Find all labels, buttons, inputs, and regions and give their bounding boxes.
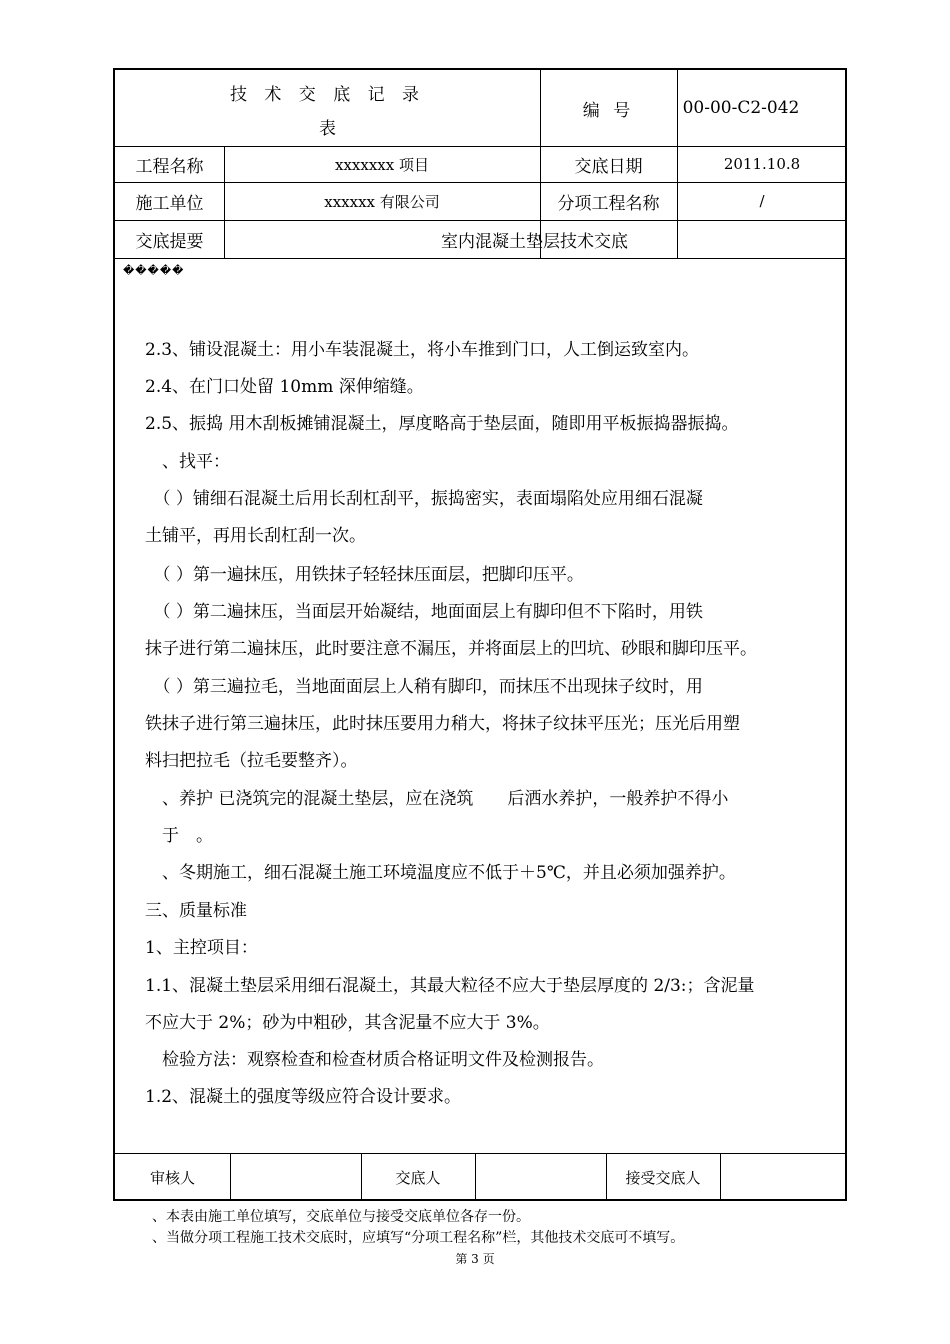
form-title-line2: 表 xyxy=(319,119,336,139)
content-line: 三、质量标准 xyxy=(145,901,247,921)
project-name-label: 工程名称 xyxy=(135,156,204,177)
footnote: 、当做分项工程施工技术交底时，应填写“分项工程名称”栏，其他技术交底可不填写。 xyxy=(152,1230,685,1246)
content-line: 不应大于 2%；砂为中粗砂，其含泥量不应大于 3%。 xyxy=(145,1013,550,1033)
disclosure-date-label: 交底日期 xyxy=(574,156,643,177)
content-line: 2.4、在门口处留 10mm 深伸缩缝。 xyxy=(145,377,424,397)
content-line: 1.1、混凝土垫层采用细石混凝土，其最大粒径不应大于垫层厚度的 2/3:；含泥量 xyxy=(145,976,755,996)
content-line: 、养护 已浇筑完的混凝土垫层，应在浇筑 后洒水养护，一般养护不得小 xyxy=(145,789,729,809)
page-number: 第 3 页 xyxy=(455,1252,495,1266)
content-line: 、冬期施工，细石混凝土施工环境温度应不低于＋5℃，并且必须加强养护。 xyxy=(145,863,736,883)
content-line: 1、主控项目： xyxy=(145,938,258,958)
content-line: 铁抹子进行第三遍抹压，此时抹压要用力稍大，将抹子纹抹平压光；压光后用塑 xyxy=(145,714,740,734)
summary-label: 交底提要 xyxy=(135,231,204,252)
form-title-line1: 技 术 交 底 记 录 xyxy=(229,85,426,105)
summary-value: 室内混凝土垫层技术交底 xyxy=(441,231,628,252)
project-name-value: xxxxxxx 项目 xyxy=(335,155,429,174)
receiver-signature-field[interactable] xyxy=(720,1153,845,1201)
reviewer-label: 审核人 xyxy=(149,1168,195,1187)
construction-unit-value: xxxxxx 有限公司 xyxy=(324,192,440,211)
divider xyxy=(115,258,845,259)
construction-unit-label: 施工单位 xyxy=(135,193,204,214)
code-value: 00-00-C2-042 xyxy=(682,98,800,118)
reviewer-signature-field[interactable] xyxy=(230,1153,361,1201)
receiver-label: 接受交底人 xyxy=(625,1168,701,1187)
disclosure-record-table xyxy=(113,68,847,1201)
content-heading-marks: ����� xyxy=(123,264,185,277)
disclosure-date-value: 2011.10.8 xyxy=(723,155,801,173)
discloser-label: 交底人 xyxy=(395,1168,441,1187)
content-line: 2.3、铺设混凝土：用小车装混凝土，将小车推到门口，人工倒运致室内。 xyxy=(145,340,700,360)
code-label: 编 号 xyxy=(582,100,635,121)
content-line: 检验方法：观察检查和检查材质合格证明文件及检测报告。 xyxy=(145,1050,604,1070)
content-line: （ ）第三遍拉毛，当地面面层上人稍有脚印，而抹压不出现抹子纹时，用 xyxy=(145,677,703,697)
content-line: （ ）第一遍抹压，用铁抹子轻轻抹压面层，把脚印压平。 xyxy=(145,565,584,585)
subitem-name-label: 分项工程名称 xyxy=(557,193,660,214)
content-line: （ ）第二遍抹压，当面层开始凝结，地面面层上有脚印但不下陷时，用铁 xyxy=(145,602,703,622)
content-line: 2.5、振捣 用木刮板摊铺混凝土，厚度略高于垫层面，随即用平板振捣器振捣。 xyxy=(145,414,739,434)
discloser-signature-field[interactable] xyxy=(475,1153,606,1201)
content-line: 土铺平，再用长刮杠刮一次。 xyxy=(145,526,366,546)
content-line: 料扫把拉毛（拉毛要整齐）。 xyxy=(145,751,358,771)
subitem-name-value: / xyxy=(759,192,765,210)
content-line: 于 。 xyxy=(145,826,213,846)
content-line: 、找平： xyxy=(145,452,230,472)
content-line: 抹子进行第二遍抹压，此时要注意不漏压，并将面层上的凹坑、砂眼和脚印压平。 xyxy=(145,639,757,659)
content-line: 1.2、混凝土的强度等级应符合设计要求。 xyxy=(145,1087,462,1107)
content-line: （ ）铺细石混凝土后用长刮杠刮平，振捣密实，表面塌陷处应用细石混凝 xyxy=(145,489,703,509)
footnote: 、本表由施工单位填写，交底单位与接受交底单位各存一份。 xyxy=(152,1209,530,1225)
